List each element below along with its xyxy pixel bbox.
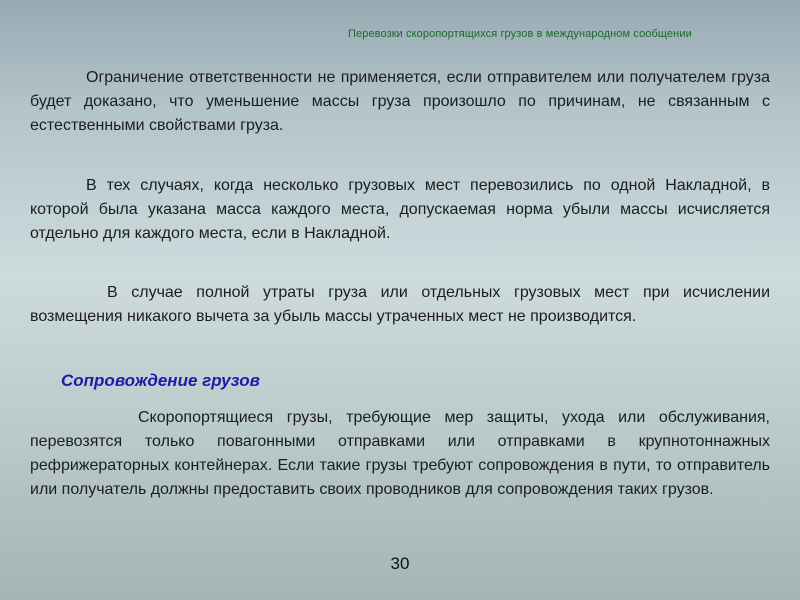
paragraph-multiple-packages: В тех случаях, когда несколько грузовых мест перевозились по одной Накладной, в которой была указана масса каждого места, допускаемая норма убыли массы исчисляется отдельно для каждого места, если в Накладной. [30,177,770,242]
paragraph-total-loss: В случае полной утраты груза или отдельных грузовых мест при исчислении возмещения никакого вычета за убыль массы утраченных мест не производится. [30,284,770,325]
section-heading-escort: Сопровождение грузов [61,371,260,390]
page-number: 30 [390,554,410,573]
slide-header: Перевозки скоропортящихся грузов в международном сообщении [348,28,692,40]
paragraph-escort: Скоропортящиеся грузы, требующие мер защиты, ухода или обслуживания, перевозятся только повагонными отправками или отправками в крупнотоннажных рефрижераторных контейнерах. Если такие грузы требуют сопровождения в пути, то отправитель или получатель должны предоставить своих проводников для сопровождения таких грузов. [30,409,770,498]
paragraph-liability-limitation: Ограничение ответственности не применяется, если отправителем или получателем груза будет доказано, что уменьшение массы груза произошло по причинам, не связанным с естественными свойствами груза. [30,69,770,134]
